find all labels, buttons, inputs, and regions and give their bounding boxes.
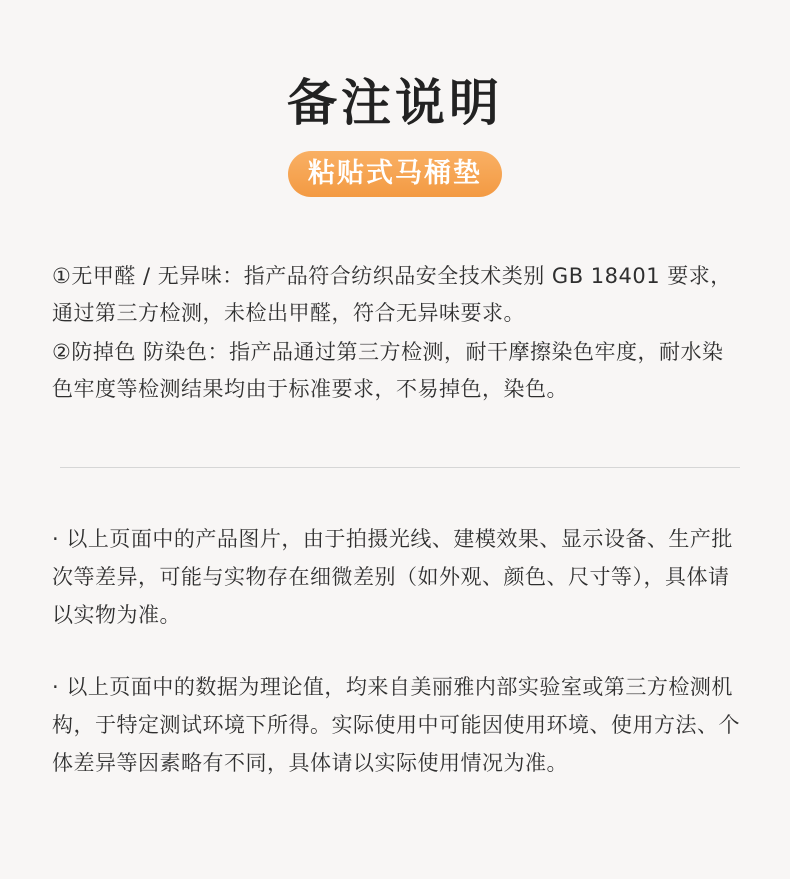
page-title: 备注说明 [287,74,503,132]
spec-colorfastness: ②防掉色 防染色：指产品通过第三方检测，耐干摩擦染色牢度，耐水染色牢度等检测结果均由于标准要求，不易掉色，染色。 [52,340,724,401]
spec-formaldehyde: ①无甲醛 / 无异味：指产品符合纺织品安全技术类别 GB 18401 要求，通过第三方检测，未检出甲醛，符合无异味要求。 [52,264,732,325]
product-badge: 粘贴式马桶垫 [288,151,502,197]
note-product-images: · 以上页面中的产品图片，由于拍摄光线、建模效果、显示设备、生产批次等差异，可能与实物存在细微差别（如外观、颜色、尺寸等），具体请以实物为准。 [52,527,733,627]
section-divider [60,467,740,468]
note-data-values: · 以上页面中的数据为理论值，均来自美丽雅内部实验室或第三方检测机构，于特定测试环境下所得。实际使用中可能因使用环境、使用方法、个体差异等因素略有不同，具体请以实际使用情况为准。 [52,675,740,775]
